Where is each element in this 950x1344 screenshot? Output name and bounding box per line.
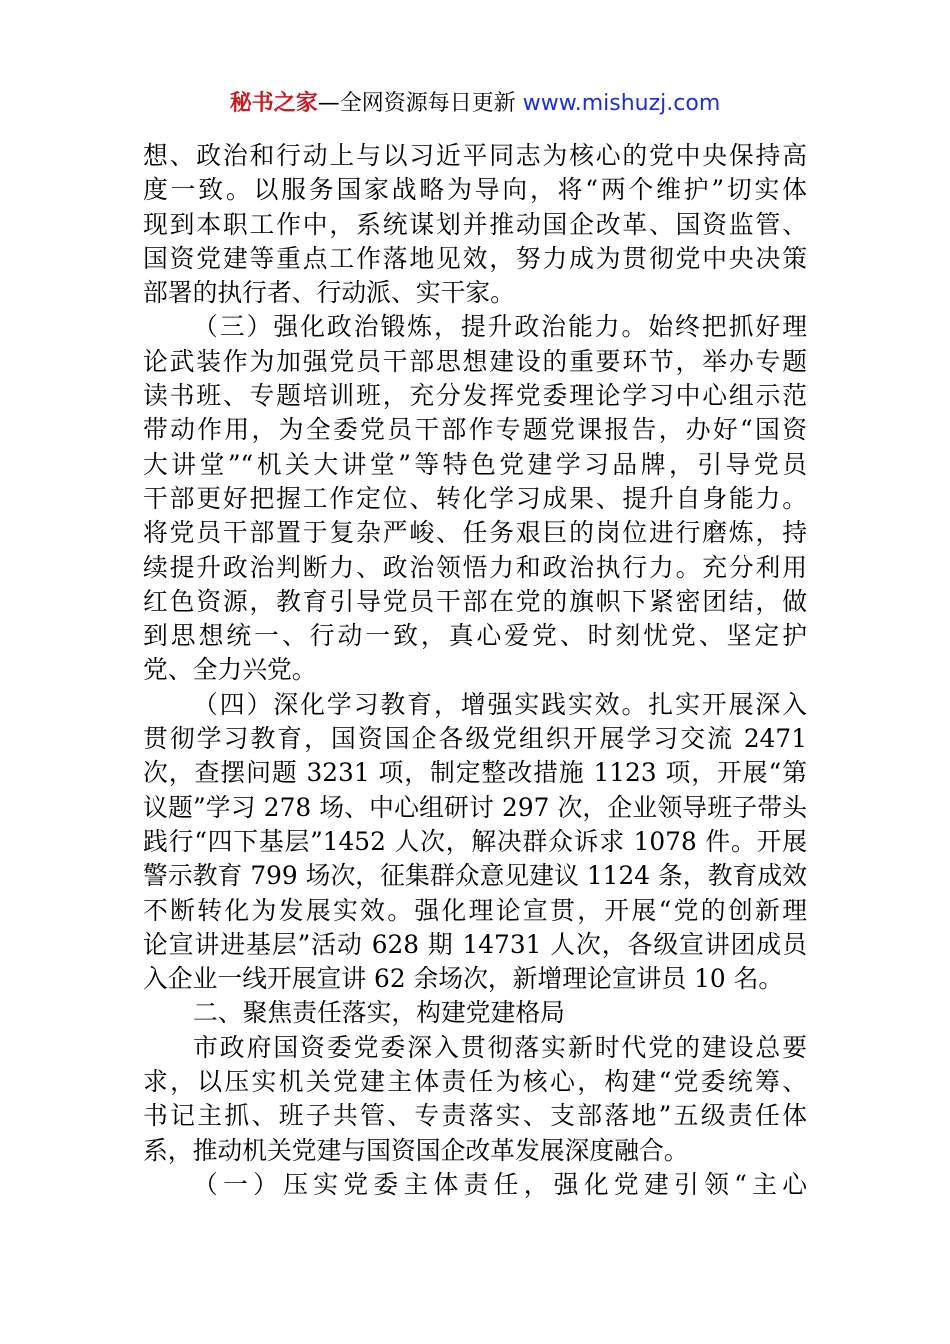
text-line: 入企业一线开展宣讲 62 余场次，新增理论宣讲员 10 名。: [143, 964, 784, 994]
text-line: 论武装作为加强党员干部思想建设的重要环节，举办专题: [143, 346, 807, 376]
text-line: 到思想统一、行动一致，真心爱党、时刻忧党、坚定护: [143, 621, 807, 651]
text-line: 国资党建等重点工作落地见效，努力成为贯彻党中央决策: [143, 243, 807, 273]
page-header: [0, 88, 950, 120]
text-line: （四）深化学习教育，增强实践实效。扎实开展深入: [193, 689, 807, 719]
text-line: 市政府国资委党委深入贯彻落实新时代党的建设总要: [193, 1032, 807, 1062]
header-brand: 秘书之家: [229, 91, 318, 116]
text-line: 论宣讲进基层”活动 628 期 14731 人次，各级宣讲团成员: [143, 929, 807, 959]
text-line: 想、政治和行动上与以习近平同志为核心的党中央保持高: [143, 141, 807, 170]
text-line: 度一致。以服务国家战略为导向，将“两个维护”切实体: [143, 175, 807, 205]
text-line: 党、全力兴党。: [143, 655, 317, 685]
text-line: （一）压实党委主体责任，强化党建引领“主心: [193, 1169, 807, 1199]
text-line: 将党员干部置于复杂严峻、任务艰巨的岗位进行磨炼，持: [143, 518, 807, 548]
text-line: 贯彻学习教育，国资国企各级党组织开展学习交流 2471: [143, 724, 807, 754]
document-body: [143, 139, 807, 1202]
text-line: 干部更好把握工作定位、转化学习成果、提升自身能力。: [143, 483, 807, 513]
text-line: 书记主抓、班子共管、专责落实、支部落地”五级责任体: [143, 1101, 807, 1131]
text-line: 警示教育 799 场次，征集群众意见建议 1124 条，教育成效: [143, 861, 807, 891]
text-line: 部署的执行者、行动派、实干家。: [143, 278, 515, 308]
text-line: 二、聚焦责任落实，构建党建格局: [193, 998, 565, 1028]
text-line: 求，以压实机关党建主体责任为核心，构建“党委统筹、: [143, 1067, 807, 1097]
text-line: 议题”学习 278 场、中心组研讨 297 次，企业领导班子带头: [143, 792, 807, 822]
text-line: 红色资源，教育引导党员干部在党的旗帜下紧密团结，做: [143, 586, 807, 616]
text-line: （三）强化政治锻炼，提升政治能力。始终把抓好理: [193, 312, 807, 342]
text-line: 不断转化为发展实效。强化理论宣贯，开展“党的创新理: [143, 895, 807, 925]
text-line: 带动作用，为全委党员干部作专题党课报告，办好“国资: [143, 415, 807, 445]
text-line: 系，推动机关党建与国资国企改革发展深度融合。: [143, 1135, 689, 1165]
text-line: 读书班、专题培训班，充分发挥党委理论学习中心组示范: [143, 381, 807, 411]
text-line: 践行“四下基层”1452 人次，解决群众诉求 1078 件。开展: [143, 826, 807, 856]
header-slogan: —全网资源每日更新: [317, 91, 523, 116]
text-line: 次，查摆问题 3231 项，制定整改措施 1123 项，开展“第: [143, 758, 807, 788]
text-line: 现到本职工作中，系统谋划并推动国企改革、国资监管、: [143, 209, 807, 239]
text-line: 大讲堂”“机关大讲堂”等特色党建学习品牌，引导党员: [143, 449, 807, 479]
text-line: 续提升政治判断力、政治领悟力和政治执行力。充分利用: [143, 552, 807, 582]
header-url-link[interactable]: www.mishuzj.com: [522, 91, 721, 116]
